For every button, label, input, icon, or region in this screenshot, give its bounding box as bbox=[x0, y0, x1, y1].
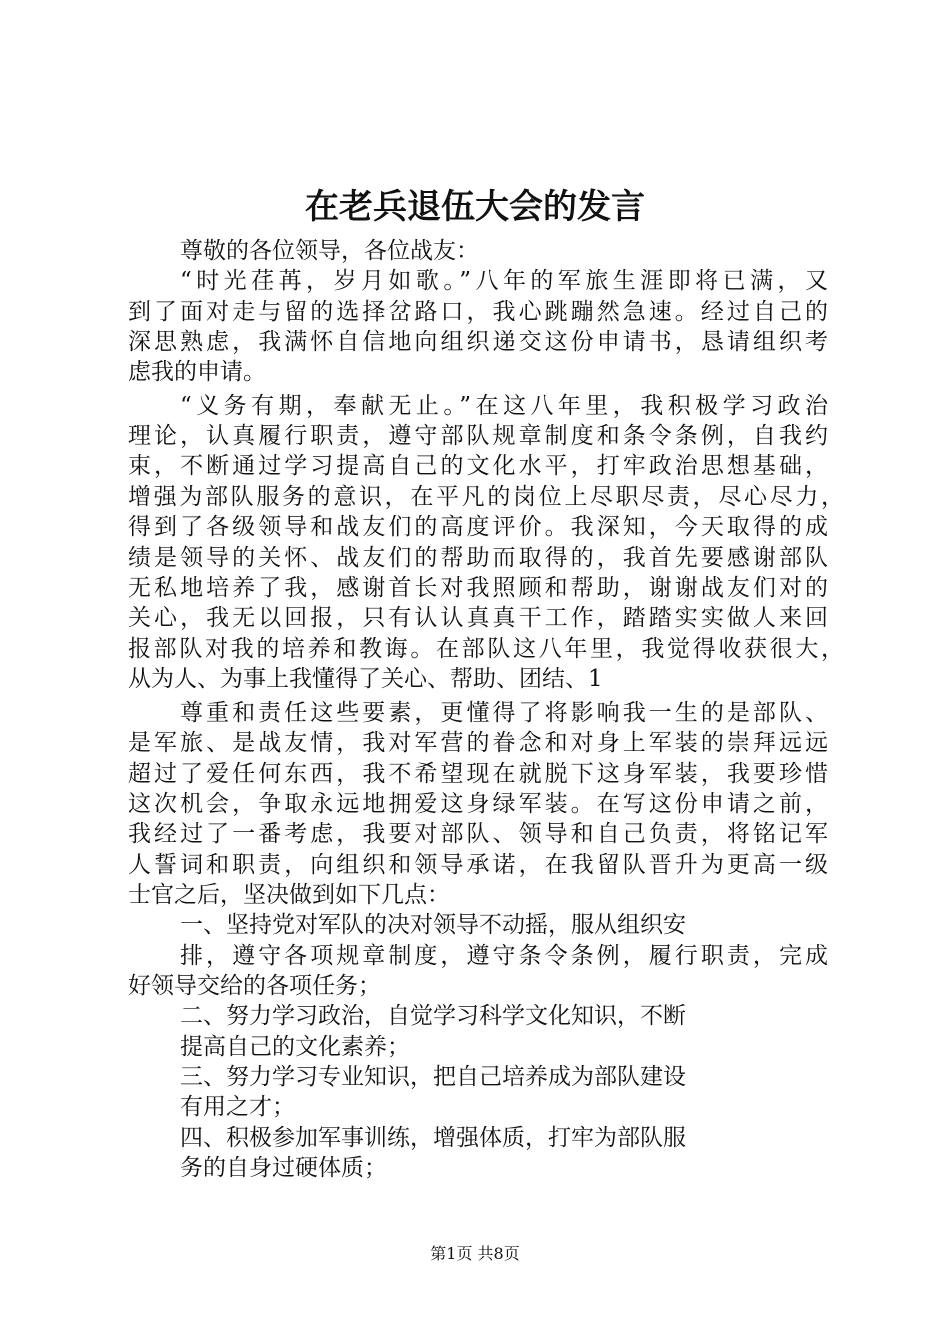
paragraph-line: 得到了各级领导和战友们的高度评价。我深知，今天取得的成 bbox=[128, 514, 828, 540]
paragraph-line: 尊重和责任这些要素，更懂得了将影响我一生的是部队、 bbox=[180, 700, 828, 726]
page-number-footer: 第1页 共8页 bbox=[430, 1244, 520, 1263]
list-item-line: 三、努力学习专业知识，把自己培养成为部队建设 bbox=[180, 1064, 686, 1090]
list-item-line: 排，遵守各项规章制度，遵守条令条例，履行职责，完成 bbox=[180, 943, 828, 969]
paragraph-line: 我经过了一番考虑，我要对部队、领导和自己负责，将铭记军 bbox=[128, 821, 828, 847]
paragraph-line: 从为人、为事上我懂得了关心、帮助、团结、1 bbox=[128, 666, 603, 692]
paragraph-line: 报部队对我的培养和教诲。在部队这八年里，我觉得收获很大， bbox=[128, 636, 844, 662]
paragraph-line: “义务有期，奉献无止。”在这八年里，我积极学习政治 bbox=[180, 393, 828, 419]
paragraph-line: 深思熟虑，我满怀自信地向组织递交这份申请书，恳请组织考 bbox=[128, 329, 828, 355]
list-item-line: 好领导交给的各项任务； bbox=[128, 973, 381, 999]
paragraph-line: 无私地培养了我，感谢首长对我照顾和帮助，谢谢战友们对的 bbox=[128, 575, 828, 601]
paragraph-line: “时光荏苒，岁月如歌。”八年的军旅生涯即将已满，又 bbox=[180, 268, 828, 294]
paragraph-line: 绩是领导的关怀、战友们的帮助而取得的，我首先要感谢部队 bbox=[128, 545, 828, 571]
paragraph-line: 这次机会，争取永远地拥爱这身绿军装。在写这份申请之前， bbox=[128, 791, 828, 817]
paragraph-line: 束，不断通过学习提高自己的文化水平，打牢政治思想基础， bbox=[128, 453, 828, 479]
list-item-line: 务的自身过硬体质； bbox=[180, 1155, 387, 1181]
paragraph-line: 关心，我无以回报，只有认认真真干工作，踏踏实实做人来回 bbox=[128, 605, 828, 631]
list-item-line: 一、坚持党对军队的决对领导不动摇，服从组织安 bbox=[180, 912, 686, 938]
list-item-line: 四、积极参加军事训练，增强体质，打牢为部队服 bbox=[180, 1125, 686, 1151]
paragraph-line: 虑我的申请。 bbox=[128, 359, 266, 385]
paragraph-line: 是军旅、是战友情，我对军营的眷念和对身上军装的崇拜远远 bbox=[128, 730, 828, 756]
paragraph-line: 理论，认真履行职责，遵守部队规章制度和条令条例，自我约 bbox=[128, 423, 828, 449]
paragraph-line: 超过了爱任何东西，我不希望现在就脱下这身军装，我要珍惜 bbox=[128, 761, 828, 787]
document-title: 在老兵退伍大会的发言 bbox=[305, 187, 645, 227]
paragraph-line: 到了面对走与留的选择岔路口，我心跳蹦然急速。经过自己的 bbox=[128, 299, 828, 325]
list-item-line: 提高自己的文化素养； bbox=[180, 1034, 410, 1060]
list-item-line: 二、努力学习政治，自觉学习科学文化知识，不断 bbox=[180, 1003, 686, 1029]
list-item-line: 有用之才； bbox=[180, 1094, 295, 1120]
paragraph-line: 增强为部队服务的意识，在平凡的岗位上尽职尽责，尽心尽力， bbox=[128, 484, 844, 510]
salutation-line: 尊敬的各位领导，各位战友： bbox=[180, 238, 479, 264]
paragraph-line: 士官之后，坚决做到如下几点： bbox=[128, 882, 450, 908]
paragraph-line: 人誓词和职责，向组织和领导承诺，在我留队晋升为更高一级 bbox=[128, 852, 828, 878]
